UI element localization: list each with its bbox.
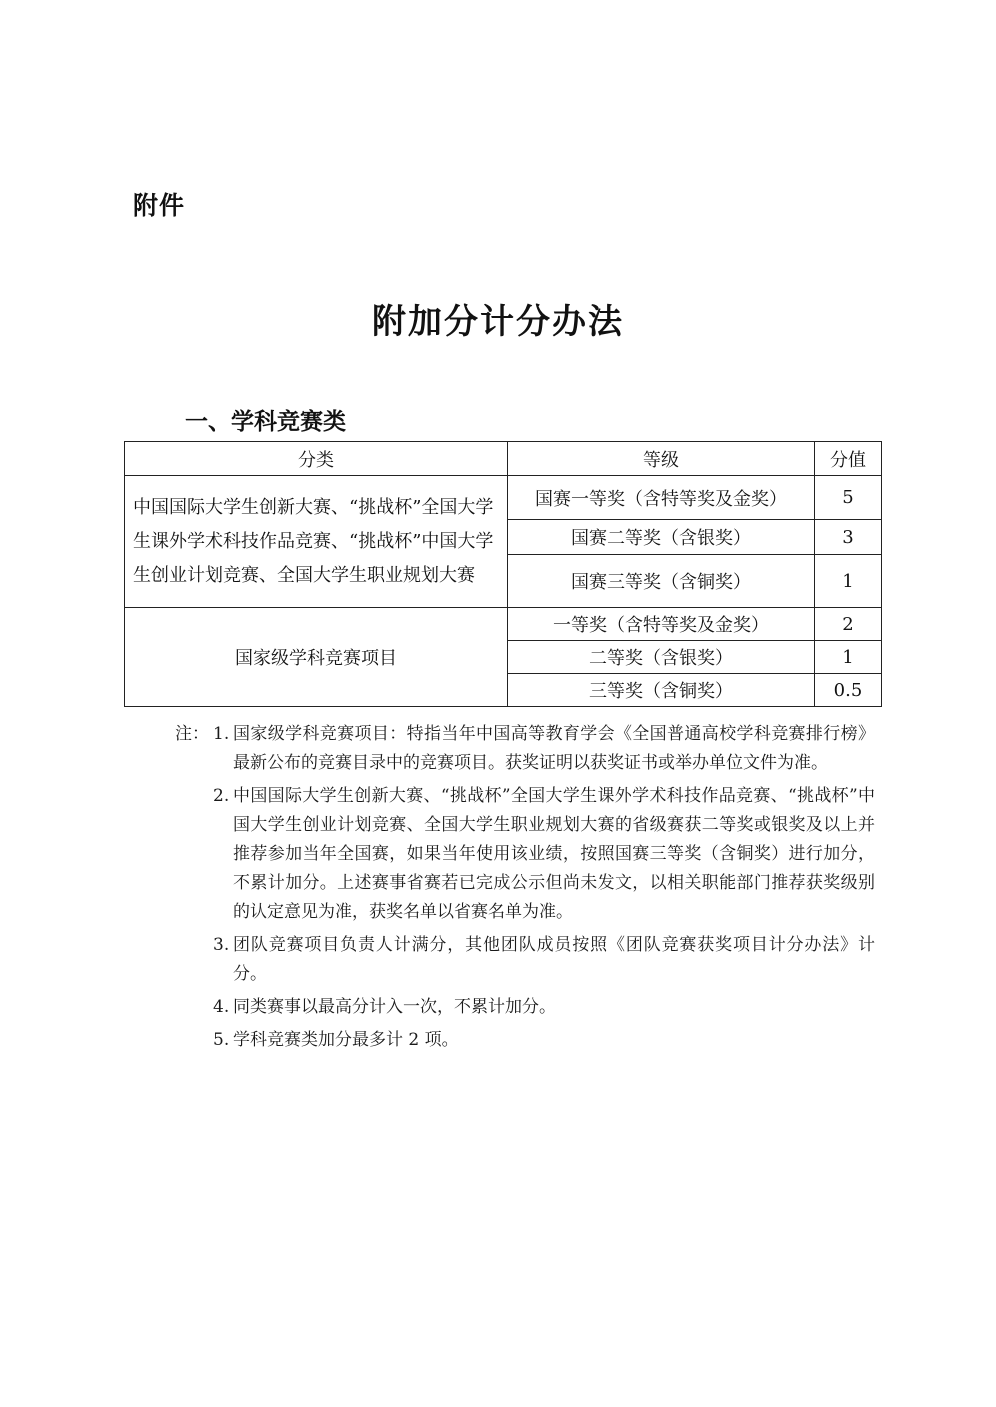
score-cell: 2	[815, 608, 882, 641]
note-text: 中国国际大学生创新大赛、“挑战杯”全国大学生课外学术科技作品竞赛、“挑战杯”中国大学生创业计划竞赛、全国大学生职业规划大赛的省级赛获二等奖或银奖及以上并推荐参加当年全国赛，如果当年使用该业绩，按照国赛三等奖（含铜奖）进行加分，不累计加分。上述赛事省赛若已完成公示但尚未发文，以相关职能部门推荐获奖级别的认定意见为准，获奖名单以省赛名单为准。	[233, 786, 875, 922]
header-score: 分值	[815, 442, 882, 476]
score-cell: 3	[815, 520, 882, 555]
note-item	[175, 993, 875, 1022]
note-item	[175, 720, 875, 778]
table-header-row	[125, 442, 882, 476]
level-cell: 三等奖（含铜奖）	[508, 674, 815, 707]
score-cell: 1	[815, 555, 882, 608]
notes-prefix: 注：	[175, 724, 209, 744]
note-text: 国家级学科竞赛项目：特指当年中国高等教育学会《全国普通高校学科竞赛排行榜》最新公布的竞赛目录中的竞赛项目。获奖证明以获奖证书或举办单位文件为准。	[233, 724, 875, 773]
note-number: 3.	[213, 935, 230, 955]
note-number: 5.	[213, 1030, 230, 1050]
attachment-label: 附件	[133, 191, 186, 220]
category-cell: 中国国际大学生创新大赛、“挑战杯”全国大学生课外学术科技作品竞赛、“挑战杯”中国大学生创业计划竞赛、全国大学生职业规划大赛	[125, 476, 508, 608]
level-cell: 二等奖（含银奖）	[508, 641, 815, 674]
document-title: 附加分计分办法	[372, 302, 624, 342]
table-row	[125, 476, 882, 520]
note-number: 2.	[213, 786, 230, 806]
level-cell: 国赛三等奖（含铜奖）	[508, 555, 815, 608]
header-category: 分类	[125, 442, 508, 476]
header-level: 等级	[508, 442, 815, 476]
note-item	[175, 782, 875, 927]
level-cell: 一等奖（含特等奖及金奖）	[508, 608, 815, 641]
table-row	[125, 608, 882, 641]
notes-section	[175, 720, 875, 1059]
note-item	[175, 931, 875, 989]
score-cell: 1	[815, 641, 882, 674]
score-cell: 0.5	[815, 674, 882, 707]
section-heading: 一、学科竞赛类	[185, 409, 346, 435]
note-text: 同类赛事以最高分计入一次，不累计加分。	[233, 997, 556, 1017]
note-text: 学科竞赛类加分最多计 2 项。	[233, 1030, 459, 1050]
category-cell: 国家级学科竞赛项目	[125, 608, 508, 707]
score-table	[124, 441, 882, 707]
note-number: 1.	[213, 724, 230, 744]
note-number: 4.	[213, 997, 230, 1017]
note-text: 团队竞赛项目负责人计满分，其他团队成员按照《团队竞赛获奖项目计分办法》计分。	[233, 935, 875, 984]
note-item	[175, 1026, 875, 1055]
level-cell: 国赛一等奖（含特等奖及金奖）	[508, 476, 815, 520]
score-cell: 5	[815, 476, 882, 520]
level-cell: 国赛二等奖（含银奖）	[508, 520, 815, 555]
